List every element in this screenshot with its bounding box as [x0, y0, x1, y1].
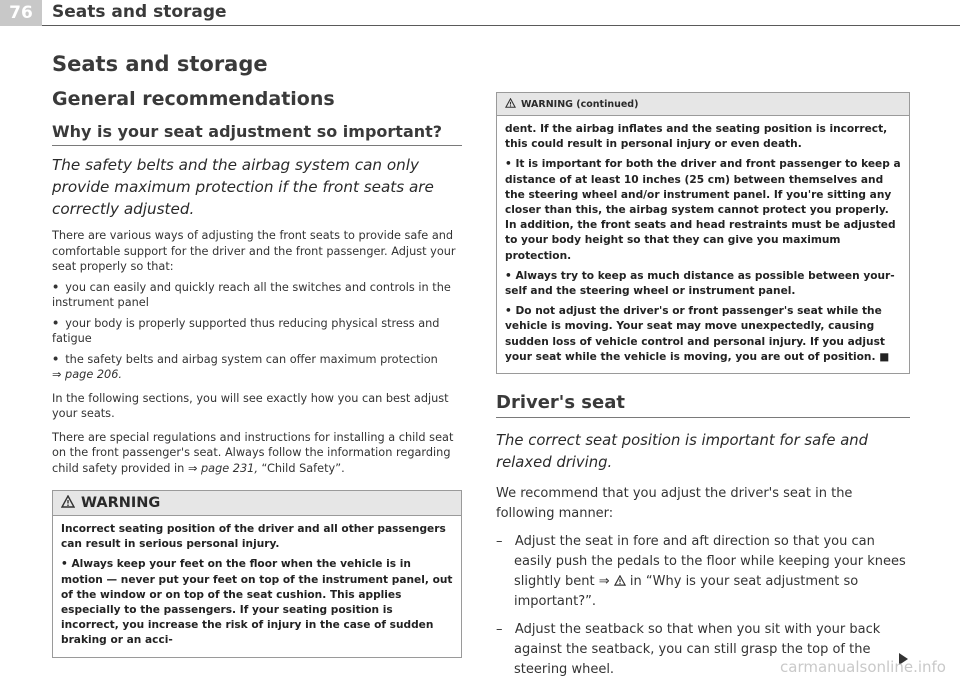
- warning-item: • Always keep your feet on the floor when the vehicle is in motion — never put your feet on top of the instrument panel, out of the window or on top of the seat cushion. This applies especially to the passengers. If your seating position is incorrect, you increase the risk of injury in the case of sudden braking or an acci-: [61, 558, 453, 647]
- page-reference[interactable]: ⇒ page 231,: [187, 461, 258, 475]
- page-reference[interactable]: ⇒ page 206.: [52, 368, 123, 381]
- lead-text: The safety belts and the airbag system can only provide maximum protection if the front seats are correctly adjusted.: [52, 156, 434, 218]
- left-column: [52, 52, 462, 658]
- lead-text: The correct seat position is important for safe and relaxed driving.: [496, 432, 869, 472]
- warning-continued-box: [496, 92, 910, 374]
- right-column: [496, 92, 910, 680]
- section-title: Driver's seat: [496, 392, 910, 418]
- step-item: – Adjust the seatback so that when you sit with your back against the seatback, you can still grasp the top of the steering wheel.: [496, 622, 881, 678]
- warning-item: • Always try to keep as much distance as possible between your-self and the steering wheel or instrument panel.: [505, 269, 895, 298]
- warning-header: WARNING: [53, 491, 461, 516]
- running-header: Seats and storage: [52, 2, 227, 22]
- warning-intro: Incorrect seating position of the driver and all other passengers can result in serious personal injury.: [61, 523, 446, 551]
- page-reference[interactable]: ⇒: [598, 574, 610, 590]
- warning-continued-header: WARNING (continued): [497, 93, 909, 116]
- subsection-title: Why is your seat adjustment so important?: [52, 122, 462, 146]
- header-rule: [42, 25, 960, 26]
- warning-triangle-icon: [61, 495, 75, 508]
- bullet-item: • you can easily and quickly reach all the switches and controls in the instrument panel: [52, 280, 451, 309]
- bullet-item: • the safety belts and airbag system can offer maximum protection ⇒ page 206.: [52, 352, 438, 381]
- warning-item: • It is important for both the driver and front passenger to keep a distance of at least 10 inches (25 cm) between themselves and the steering wheel and/or instrument panel. If you're sitting any closer than this, the airbag system cannot protect you properly. In addition, the front seats and head restraints must be adjusted to your body height so that they can give you maximum protection.: [505, 158, 901, 262]
- step-item: – Adjust the seat in fore and aft direction so that you can easily push the pedals to the floor while keeping your knees slightly bent ⇒ in “Why is your seat adjustment so important?”.: [496, 534, 906, 610]
- section-title: General recommendations: [52, 88, 335, 110]
- warning-cont-text: dent. If the airbag inflates and the seating position is incorrect, this could result in personal injury or even death.: [505, 123, 888, 151]
- bullet-item: • your body is properly supported thus reducing physical stress and fatigue: [52, 316, 440, 345]
- chapter-title: Seats and storage: [52, 52, 268, 76]
- warning-item: • Do not adjust the driver's or front passenger's seat while the vehicle is moving. Your seat may move unexpectedly, causing sudden loss of vehicle control and personal injury. If you adjust your seat while the vehicle is moving, you are out of position. ■: [505, 305, 890, 363]
- warning-body: [53, 516, 461, 657]
- paragraph: There are various ways of adjusting the front seats to provide safe and comfortable support for the driver and the front passenger. Adjust your seat properly so that:: [52, 229, 456, 273]
- watermark: carmanualsonline.info: [780, 658, 946, 676]
- warning-triangle-icon: [505, 98, 516, 108]
- page-number: 76: [0, 0, 42, 26]
- paragraph: There are special regulations and instructions for installing a child seat on the front passenger's seat. Always follow the information regarding child safety provided in ⇒ page 231, “Child Safety”.: [52, 430, 454, 475]
- paragraph: In the following sections, you will see exactly how you can best adjust your seats.: [52, 391, 449, 420]
- end-mark: ■: [879, 350, 890, 363]
- warning-box: [52, 490, 462, 658]
- warning-body: [497, 116, 909, 373]
- paragraph: We recommend that you adjust the driver's seat in the following manner:: [496, 486, 853, 522]
- warning-triangle-icon: [614, 575, 626, 586]
